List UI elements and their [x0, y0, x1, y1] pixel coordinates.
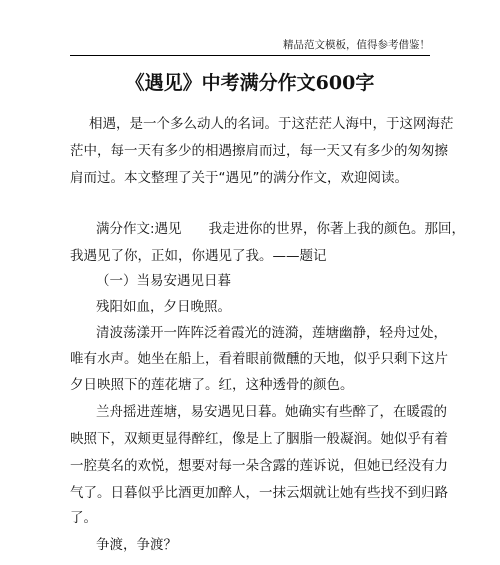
- paragraph-line: 争渡，争渡？: [96, 537, 177, 553]
- document-title: 《遇见》中考满分作文600字: [125, 72, 375, 94]
- paragraph-epigraph-line: 我遇见了你，正如，你遇见了我。——题记: [70, 248, 327, 264]
- paragraph-line: 夕日映照下的莲花塘了。红，这种透骨的颜色。: [70, 377, 354, 393]
- paragraph-line: 清波荡漾开一阵阵泛着霞光的涟漪，莲塘幽静，轻舟过处，: [96, 325, 447, 341]
- section-heading: （一）当易安遇见日暮: [96, 273, 231, 289]
- paragraph-line: 一腔莫名的欢悦，想要对每一朵含露的莲诉说，但她已经没有力: [70, 458, 448, 474]
- paragraph-line: 唯有水声。她坐在船上，看着眼前微醺的天地，似乎只剩下这片: [70, 351, 448, 367]
- paragraph-line: 了。: [70, 510, 97, 526]
- page-header: [70, 36, 430, 56]
- paragraph-intro-line: 茫中，每一天有多少的相遇擦肩而过，每一天又有多少的匆匆擦: [70, 143, 448, 159]
- header-text: 精品范文模板，值得参考借鉴！: [283, 39, 430, 51]
- paragraph-epigraph-line: 满分作文:遇见 我走进你的世界，你著上我的颜色。那回，: [96, 221, 466, 237]
- paragraph-line: 映照下，双颊更显得醉红，像是上了胭脂一般凝润。她似乎有着: [70, 431, 448, 447]
- paragraph-line: 残阳如血，夕日晚照。: [96, 299, 231, 315]
- paragraph-intro-line: 肩而过。本文整理了关于“遇见”的满分作文，欢迎阅读。: [70, 170, 408, 186]
- paragraph-intro-line: 相遇，是一个多么动人的名词。于这茫茫人海中，于这网海茫: [89, 116, 454, 132]
- paragraph-line: 气了。日暮似乎比酒更加醉人，一抹云烟就让她有些找不到归路: [70, 485, 448, 501]
- paragraph-line: 兰舟摇进莲塘，易安遇见日暮。她确实有些醉了，在暖霞的: [96, 404, 447, 420]
